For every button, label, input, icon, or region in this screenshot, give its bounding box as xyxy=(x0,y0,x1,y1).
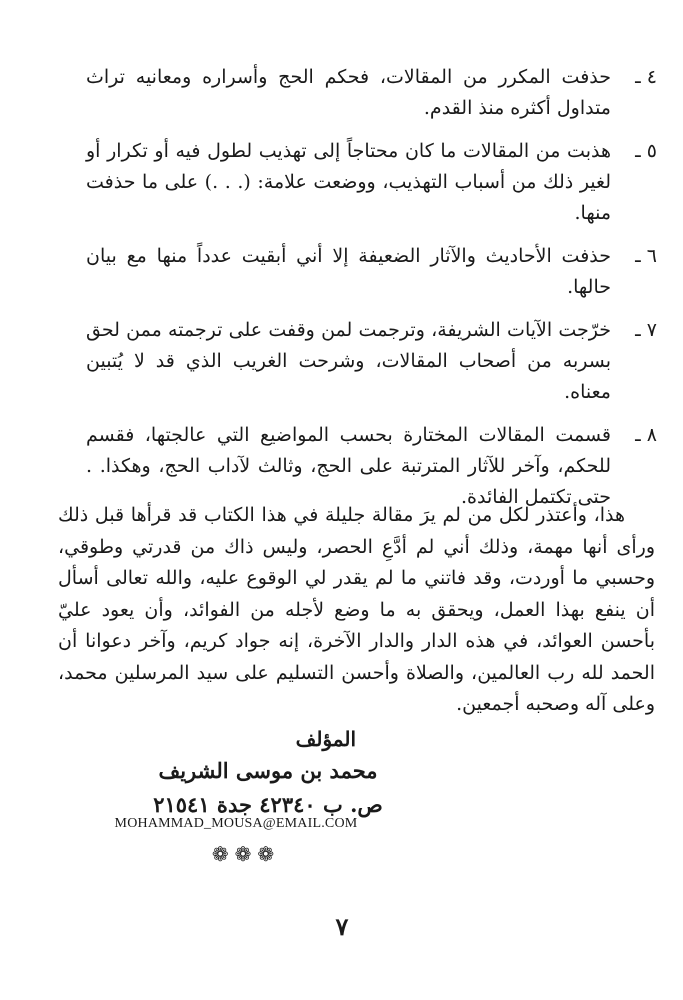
item-text: خرّجت الآيات الشريفة، وترجمت لمن وقفت على ترجمته ممن لحق بسربه من أصحاب المقالات، وشرحت الغريب الذي قد لا يُتبين معناه. xyxy=(86,319,611,403)
list-item xyxy=(86,315,683,408)
closing-paragraph xyxy=(58,500,655,721)
item-text: حذفت الأحاديث والآثار الضعيفة إلا أني أبقيت عدداً منها مع بيان حالها. xyxy=(86,245,611,298)
list-item xyxy=(86,136,683,229)
author-label: المؤلف xyxy=(295,727,356,751)
flower-ornament-icon: ❁❁❁ xyxy=(211,842,281,866)
item-number: ٧ ـ xyxy=(635,319,657,341)
item-text: حذفت المكرر من المقالات، فحكم الحج وأسراره ومعانيه تراث متداول أكثره منذ القدم. xyxy=(86,66,611,119)
author-name: محمد بن موسى الشريف xyxy=(158,758,378,783)
item-number: ٥ ـ xyxy=(635,140,657,162)
page-number: ٧ xyxy=(335,912,349,941)
closing-text: هذا، وأعتذر لكل من لم يرَ مقالة جليلة في هذا الكتاب قد قرأها قبل ذلك ورأى أنها مهمة، وذلك أني لم أدَّعِ الحصر، وليس ذاك من قدرتي وطوقي، وحسبي ما أوردت، وقد فاتني ما لم يقدر لي الوقوع عليه، والله تعالى أسأل أن ينفع بهذا العمل، ويحقق به ما وضع لأجله من الفوائد، وأن يعود عليّ بأحسن العوائد، في هذه الدار والدار الآخرة، إنه جواد كريم، وآخر دعوانا أن الحمد لله رب العالمين، والصلاة وأحسن التسليم على سيد المرسلين محمد، وعلى آله وصحبه أجمعين. xyxy=(58,504,655,715)
item-text: هذبت من المقالات ما كان محتاجاً إلى تهذيب لطول فيه أو تكرار أو لغير ذلك من أسباب التهذيب، ووضعت علامة: (. . .) على ما حذفت منها. xyxy=(86,140,611,224)
list-item xyxy=(86,241,683,303)
list-item xyxy=(86,62,683,124)
author-email: MOHAMMAD_MOUSA@EMAIL.COM xyxy=(114,816,358,831)
numbered-list xyxy=(86,62,683,525)
po-box: ص. ب ٤٢٣٤٠ جدة ٢١٥٤١ xyxy=(153,792,383,817)
item-number: ٨ ـ xyxy=(635,424,657,446)
item-number: ٦ ـ xyxy=(635,245,657,267)
author-signature xyxy=(118,724,418,822)
item-text: قسمت المقالات المختارة بحسب المواضيع التي عالجتها، فقسم للحكم، وآخر للآثار المترتبة على الحج، وثالث لآداب الحج، وهكذا. . حتى تكتمل الفائدة. xyxy=(86,424,611,508)
item-number: ٤ ـ xyxy=(635,66,657,88)
